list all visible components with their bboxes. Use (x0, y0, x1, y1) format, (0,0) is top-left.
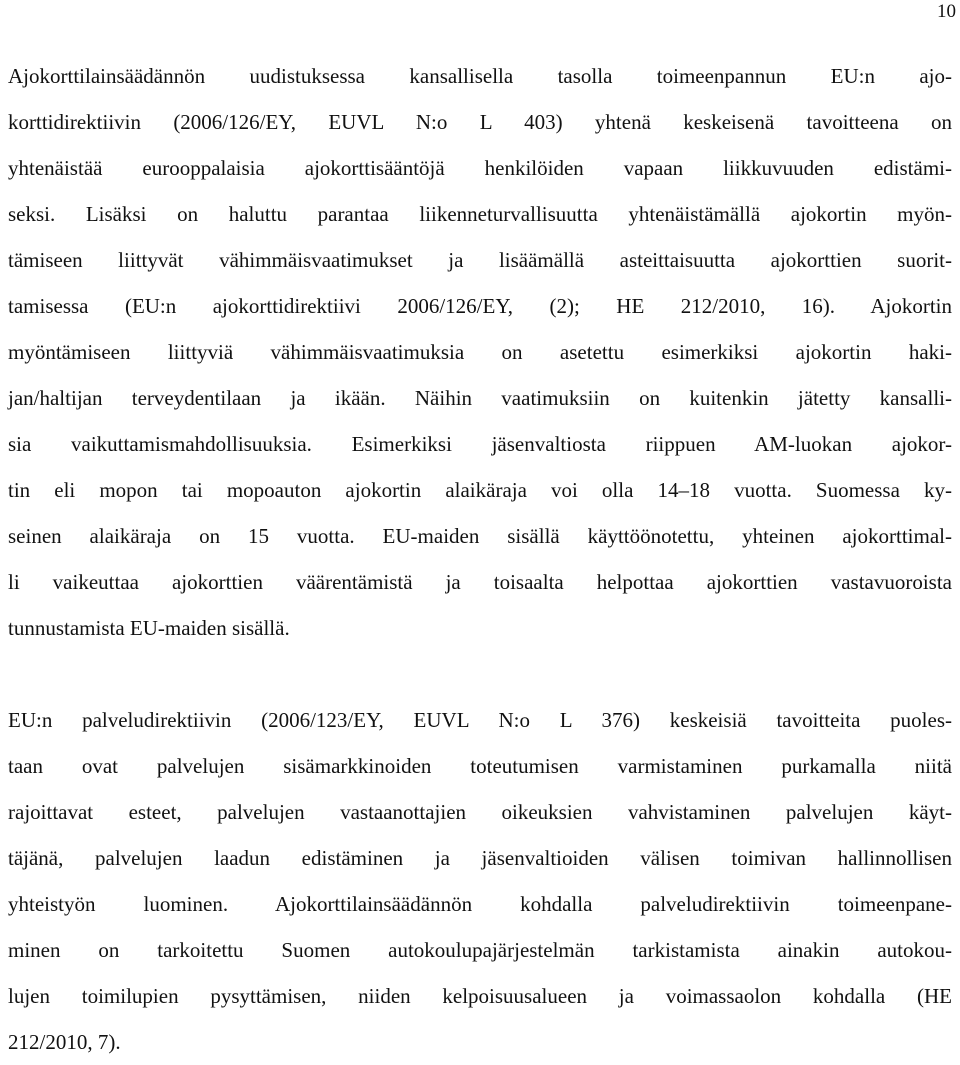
text-line: li vaikeuttaa ajokorttien väärentämistä ja toisaalta helpottaa ajokorttien vastavuoroista (8, 570, 952, 594)
text-line: minen on tarkoitettu Suomen autokoulupajärjestelmän tarkistamista ainakin autokou- (8, 938, 952, 962)
text-line: lujen toimilupien pysyttämisen, niiden kelpoisuusalueen ja voimassaolon kohdalla (HE (8, 984, 952, 1008)
text-line: tunnustamista EU-maiden sisällä. (8, 616, 290, 640)
text-line: Ajokorttilainsäädännön uudistuksessa kansallisella tasolla toimeenpannun EU:n ajo- (8, 64, 952, 88)
text-line: täjänä, palvelujen laadun edistäminen ja jäsenvaltioiden välisen toimivan hallinnollisen (8, 846, 952, 870)
text-line: myöntämiseen liittyviä vähimmäisvaatimuksia on asetettu esimerkiksi ajokortin haki- (8, 340, 952, 364)
text-line: seksi. Lisäksi on haluttu parantaa liikenneturvallisuutta yhtenäistämällä ajokortin myön- (8, 202, 952, 226)
text-line: rajoittavat esteet, palvelujen vastaanottajien oikeuksien vahvistaminen palvelujen käyt- (8, 800, 952, 824)
text-line: taan ovat palvelujen sisämarkkinoiden toteutumisen varmistaminen purkamalla niitä (8, 754, 952, 778)
text-line: tin eli mopon tai mopoauton ajokortin alaikäraja voi olla 14–18 vuotta. Suomessa ky- (8, 478, 952, 502)
text-line: EU:n palveludirektiivin (2006/123/EY, EUVL N:o L 376) keskeisiä tavoitteita puoles- (8, 708, 952, 732)
text-line: yhtenäistää eurooppalaisia ajokorttisääntöjä henkilöiden vapaan liikkuvuuden edistämi- (8, 156, 952, 180)
text-line: yhteistyön luominen. Ajokorttilainsäädännön kohdalla palveludirektiivin toimeenpane- (8, 892, 952, 916)
text-line: seinen alaikäraja on 15 vuotta. EU-maiden sisällä käyttöönotettu, yhteinen ajokorttimal- (8, 524, 952, 548)
text-line: tämiseen liittyvät vähimmäisvaatimukset ja lisäämällä asteittaisuutta ajokorttien suorit- (8, 248, 952, 272)
text-line: tamisessa (EU:n ajokorttidirektiivi 2006/126/EY, (2); HE 212/2010, 16). Ajokortin (8, 294, 952, 318)
paragraph-services-directive (8, 697, 952, 1065)
text-line: 212/2010, 7). (8, 1030, 121, 1054)
page-number: 10 (937, 1, 956, 22)
paragraph-driving-licence-directive (8, 53, 952, 651)
text-line: korttidirektiivin (2006/126/EY, EUVL N:o L 403) yhtenä keskeisenä tavoitteena on (8, 110, 952, 134)
text-line: jan/haltijan terveydentilaan ja ikään. Näihin vaatimuksiin on kuitenkin jätetty kansalli- (8, 386, 952, 410)
text-line: sia vaikuttamismahdollisuuksia. Esimerkiksi jäsenvaltiosta riippuen AM-luokan ajokor- (8, 432, 952, 456)
